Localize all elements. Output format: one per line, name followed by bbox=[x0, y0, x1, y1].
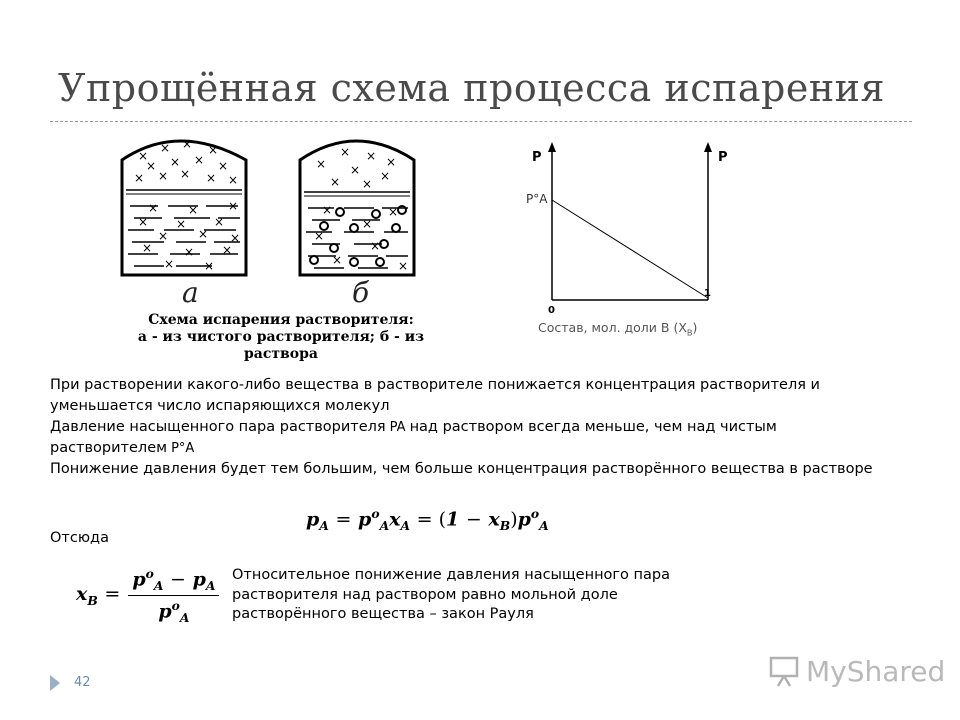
svg-text:×: × bbox=[170, 155, 181, 169]
svg-text:×: × bbox=[142, 241, 153, 255]
logo-text: MyShared bbox=[806, 654, 946, 688]
rel-line3: растворённого вещества – закон Рауля bbox=[232, 606, 534, 622]
svg-text:×: × bbox=[380, 169, 391, 183]
pa0-inline: P°A bbox=[171, 441, 195, 456]
svg-text:×: × bbox=[160, 141, 171, 155]
svg-text:×: × bbox=[182, 137, 193, 151]
slide-bullet-arrow-icon bbox=[50, 675, 60, 691]
rel-line1: Относительное понижение давления насыщенного пара bbox=[232, 567, 670, 583]
pa0-label: P°A bbox=[526, 192, 548, 206]
page-number: 42 bbox=[74, 675, 91, 690]
svg-text:×: × bbox=[322, 203, 333, 217]
svg-text:×: × bbox=[164, 257, 175, 271]
vessel-a-label: а bbox=[182, 276, 199, 309]
y-left-label: P bbox=[532, 150, 542, 165]
svg-text:×: × bbox=[214, 215, 225, 229]
svg-text:×: × bbox=[222, 243, 233, 257]
caption-line1: Схема испарения растворителя: bbox=[148, 312, 414, 328]
text-line5: Понижение давления будет тем большим, чем больше концентрация растворённого вещества в растворе bbox=[50, 461, 873, 477]
caption-line2-text: а - из чистого растворителя; б - из bbox=[137, 329, 425, 345]
svg-text:×: × bbox=[350, 163, 361, 177]
x-axis-label bbox=[538, 320, 697, 338]
text-line3 bbox=[50, 417, 930, 438]
body-text bbox=[50, 375, 930, 480]
svg-text:×: × bbox=[180, 167, 191, 181]
x0-label: 0 bbox=[548, 305, 555, 316]
svg-text:×: × bbox=[228, 199, 239, 213]
rel-line2: растворителя над раствором равно мольной доле bbox=[232, 586, 618, 603]
watermark-logo bbox=[768, 654, 945, 688]
svg-text:×: × bbox=[370, 239, 381, 253]
text-line1: При растворении какого-либо вещества в растворителе понижается концентрация растворителя и bbox=[50, 377, 820, 393]
relative-lowering-text bbox=[232, 566, 712, 625]
pressure-graph-svg bbox=[508, 140, 738, 345]
svg-text:×: × bbox=[332, 253, 343, 267]
svg-text:×: × bbox=[314, 229, 325, 243]
text-line4 bbox=[50, 438, 930, 459]
title-divider bbox=[50, 121, 912, 122]
x-axis-label-text: Состав, мол. доли В (X bbox=[538, 320, 687, 335]
vessel-b-label: б bbox=[352, 276, 370, 309]
svg-text:×: × bbox=[194, 153, 205, 167]
text-line3a: Давление насыщенного пара растворителя bbox=[50, 419, 386, 435]
svg-text:×: × bbox=[146, 159, 157, 173]
x1-label: 1 bbox=[704, 288, 711, 299]
svg-text:×: × bbox=[366, 149, 377, 163]
svg-text:×: × bbox=[340, 145, 351, 159]
svg-text:×: × bbox=[228, 173, 239, 187]
svg-text:×: × bbox=[176, 217, 187, 231]
mole-fraction-formula: $x_B$ = $\frac{p^o_A - p_A}{p^o_A}$ bbox=[76, 566, 219, 625]
vessels-caption bbox=[116, 312, 446, 363]
svg-text:×: × bbox=[138, 149, 149, 163]
svg-text:×: × bbox=[330, 175, 341, 189]
svg-text:×: × bbox=[198, 227, 209, 241]
pa-inline: PA bbox=[389, 420, 406, 435]
caption-line2 bbox=[116, 329, 446, 363]
svg-text:×: × bbox=[204, 259, 215, 273]
text-line4a: растворителем bbox=[50, 440, 168, 456]
svg-text:×: × bbox=[184, 245, 195, 259]
svg-text:×: × bbox=[148, 201, 159, 215]
otsyuda-text: Отсюда bbox=[50, 530, 109, 546]
svg-text:×: × bbox=[134, 171, 145, 185]
x-axis-close: ) bbox=[692, 320, 698, 335]
svg-text:×: × bbox=[158, 229, 169, 243]
caption-line2-end: раствора bbox=[244, 346, 318, 362]
svg-text:×: × bbox=[230, 231, 241, 245]
svg-text:×: × bbox=[208, 143, 219, 157]
svg-text:×: × bbox=[362, 217, 373, 231]
svg-text:×: × bbox=[158, 169, 169, 183]
svg-text:×: × bbox=[138, 215, 149, 229]
presentation-board-icon bbox=[768, 654, 802, 688]
text-line3b: над раствором всегда меньше, чем над чистым bbox=[409, 419, 777, 435]
svg-text:×: × bbox=[218, 159, 229, 173]
x-axis-sub: B bbox=[686, 327, 693, 338]
svg-text:×: × bbox=[362, 177, 373, 191]
vessels-drawing bbox=[118, 130, 438, 280]
pressure-graph bbox=[508, 140, 738, 345]
raoult-formula: $p_A = p^o_Ax_A = (1 - x_B)p^o_A$ bbox=[306, 506, 549, 534]
slide-title: Упрощённая схема процесса испарения bbox=[58, 66, 885, 110]
y-right-label: P bbox=[718, 150, 728, 165]
text-line2: уменьшается число испаряющихся молекул bbox=[50, 398, 390, 414]
svg-text:×: × bbox=[398, 259, 409, 273]
svg-text:×: × bbox=[206, 171, 217, 185]
svg-text:×: × bbox=[188, 203, 199, 217]
svg-text:×: × bbox=[316, 157, 327, 171]
svg-text:×: × bbox=[388, 205, 399, 219]
svg-text:×: × bbox=[386, 155, 397, 169]
vessels-figure bbox=[118, 130, 438, 310]
